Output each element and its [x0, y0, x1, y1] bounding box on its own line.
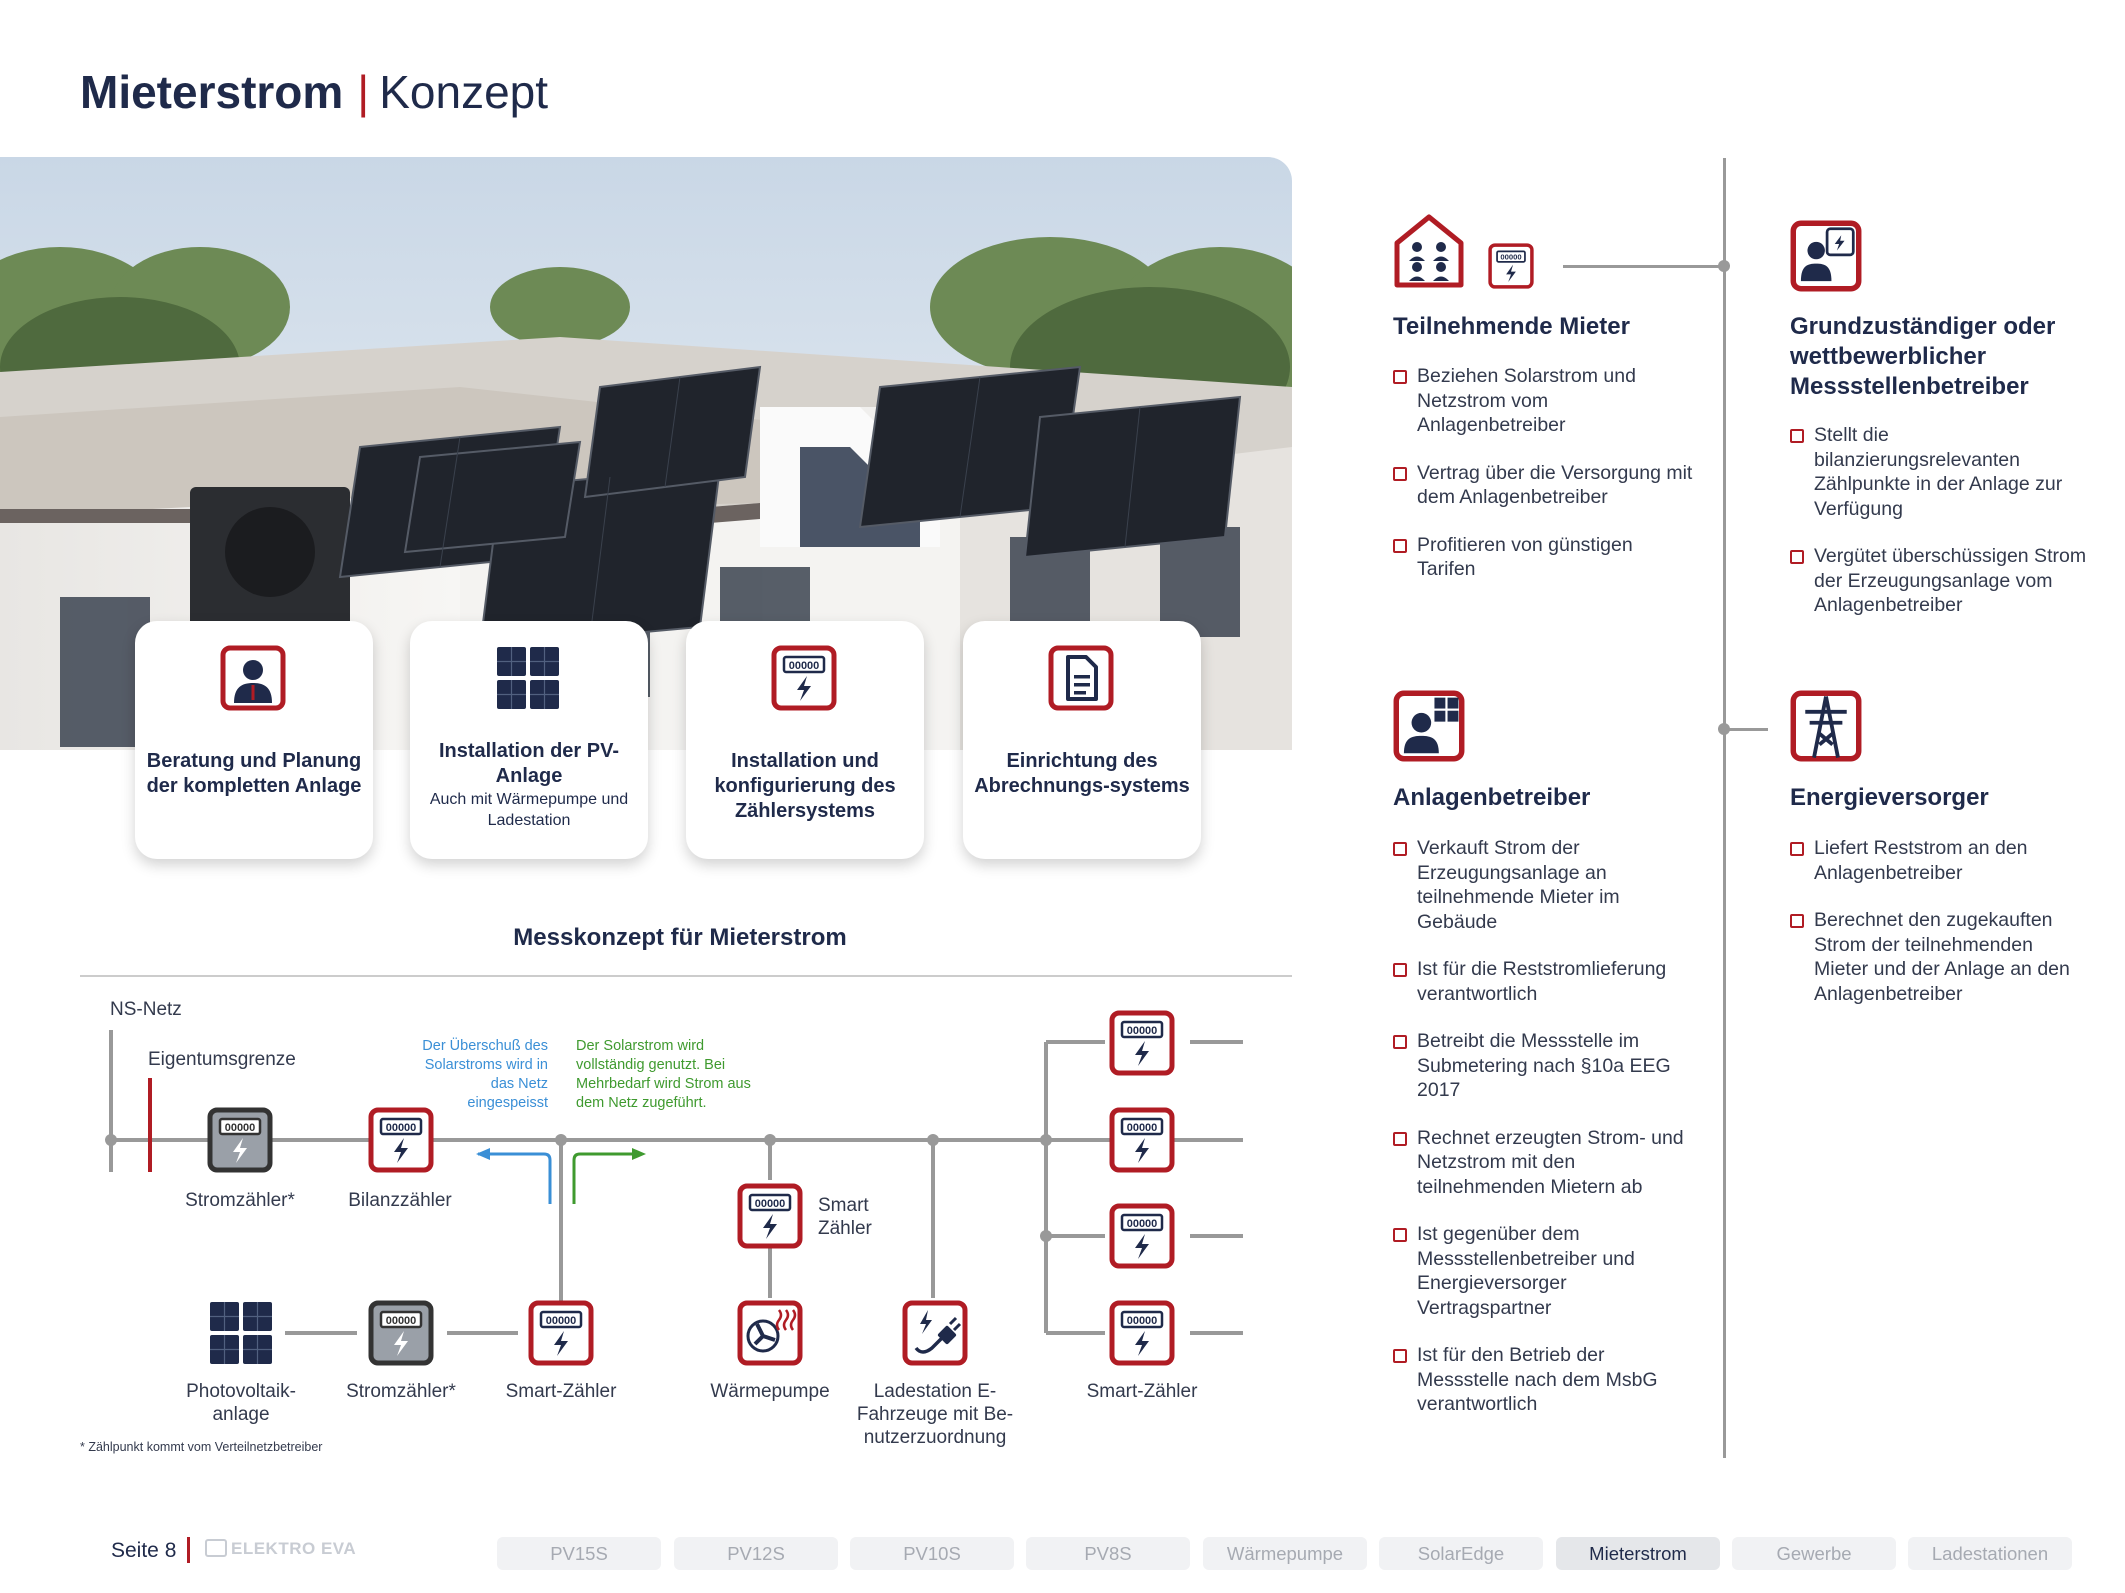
tenant-meter-icon[interactable]: [1109, 1203, 1175, 1269]
card-label: Einrichtung des Abrechnungs-systems: [974, 750, 1190, 797]
logo-icon: [205, 1539, 227, 1557]
smart-meter-icon: [737, 1183, 803, 1249]
role-list-mieter: [1393, 364, 1693, 605]
role-list-messstellenbetreiber: [1790, 423, 2090, 641]
balance-meter-icon: [368, 1107, 434, 1173]
tab-pv10s[interactable]: PV10S: [850, 1537, 1014, 1570]
photovoltaic-label: Photovoltaik-anlage: [186, 1381, 296, 1425]
list-item: Rechnet erzeugten Strom- und Netzstrom mit den teilnehmenden Mietern ab: [1393, 1126, 1693, 1200]
pv-smart-meter-icon: [528, 1300, 594, 1366]
connector-line: [1563, 265, 1726, 268]
power-tower-icon: [1790, 690, 1862, 762]
tenant-meter-icon[interactable]: [1109, 1300, 1175, 1366]
tab-gewerbe[interactable]: Gewerbe: [1732, 1537, 1896, 1570]
role-title-mieter: Teilnehmende Mieter: [1393, 313, 1630, 340]
list-item: Ist für die Reststromlieferung verantwortlich: [1393, 957, 1693, 1006]
card-label: Installation der PV-Anlage: [438, 740, 620, 787]
grid-meter-label: Stromzähler*: [185, 1190, 295, 1211]
self-consumption-note: Der Solarstrom wird vollständig genutzt. Bei Mehrbedarf wird Strom aus dem Netz zugeführt.: [576, 1038, 751, 1111]
ns-netz-label: NS-Netz: [110, 999, 182, 1020]
list-item: Betreibt die Messstelle im Submetering nach §10a EEG 2017: [1393, 1029, 1693, 1103]
role-title-anlagenbetreiber: Anlagenbetreiber: [1393, 784, 1591, 811]
feed-in-note: Der Überschuß des Solarstroms wird in das Netz eingespeisst: [422, 1038, 548, 1111]
role-title-energieversorger: Energieversorger: [1790, 784, 1989, 811]
tenants-house-icon: [1393, 213, 1465, 289]
list-item: Ist für den Betrieb der Messstelle nach dem MsbG verantwortlich: [1393, 1343, 1693, 1417]
smart-meter-label: Smart Zähler: [818, 1195, 872, 1239]
meter-icon: [1488, 243, 1534, 289]
tab-ladestationen[interactable]: Ladestationen: [1908, 1537, 2072, 1570]
footnote: * Zählpunkt kommt vom Verteilnetzbetreiber: [80, 1440, 323, 1454]
list-item: Ist gegenüber dem Messstellenbetreiber und Energieversorger Vertragspartner: [1393, 1222, 1693, 1320]
ownership-boundary-label: Eigentumsgrenze: [148, 1049, 296, 1070]
charging-station-label: Ladestation E-Fahrzeuge mit Be-nutzerzuordnung: [856, 1381, 1014, 1448]
tenant-meter-label: Smart-Zähler: [1086, 1381, 1198, 1402]
tab-waermepumpe[interactable]: Wärmepumpe: [1203, 1537, 1367, 1570]
pv-smart-meter-label: Smart-Zähler: [505, 1381, 617, 1402]
connector-node: [1718, 723, 1730, 735]
connector-node: [1718, 260, 1730, 272]
card-label: Installation und konfigurierung des Zählersystems: [714, 750, 896, 822]
tab-mieterstrom[interactable]: Mieterstrom: [1556, 1537, 1720, 1570]
photovoltaic-icon: [208, 1300, 274, 1366]
logo: ELEKTRO EVA: [205, 1539, 356, 1559]
plant-operator-icon: [1393, 690, 1465, 762]
role-title-messstellenbetreiber: Grundzuständiger oder wettbewerblicher Messstellenbetreiber: [1790, 313, 2056, 400]
heat-pump-icon: [737, 1300, 803, 1366]
footer-divider: [187, 1537, 190, 1563]
tenant-meter-icon[interactable]: [1109, 1010, 1175, 1076]
list-item: Berechnet den zugekauften Strom der teilnehmenden Mieter und der Anlage an den Anlagenbetreiber: [1790, 908, 2090, 1006]
heat-pump-label: Wärmepumpe: [710, 1381, 830, 1402]
list-item: Liefert Reststrom an den Anlagenbetreiber: [1790, 836, 2090, 885]
list-item: Vertrag über die Versorgung mit dem Anlagenbetreiber: [1393, 461, 1693, 510]
tab-pv12s[interactable]: PV12S: [674, 1537, 838, 1570]
card-sublabel: Auch mit Wärmepumpe und Ladestation: [429, 791, 629, 829]
page-title: Mieterstrom | Konzept: [80, 66, 549, 118]
list-item: Beziehen Solarstrom und Netzstrom vom Anlagenbetreiber: [1393, 364, 1693, 438]
list-item: Stellt die bilanzierungsrelevanten Zählpunkte in der Anlage zur Verfügung: [1790, 423, 2090, 521]
page-number: Seite 8: [111, 1539, 177, 1562]
role-list-energieversorger: [1790, 836, 2090, 1029]
balance-meter-label: Bilanzzähler: [348, 1190, 452, 1211]
diagram-heading: Messkonzept für Mieterstrom: [513, 924, 847, 951]
pv-meter-label: Stromzähler*: [346, 1381, 456, 1402]
meter-operator-icon: [1790, 220, 1862, 292]
list-item: Vergütet überschüssigen Strom der Erzeugungsanlage vom Anlagenbetreiber: [1790, 544, 2090, 618]
tab-solaredge[interactable]: SolarEdge: [1379, 1537, 1543, 1570]
role-list-anlagenbetreiber: [1393, 836, 1693, 1440]
connector-vertical: [1723, 158, 1726, 1458]
tenant-meter-icon[interactable]: [1109, 1107, 1175, 1173]
pv-meter-icon: [368, 1300, 434, 1366]
card-label: Beratung und Planung der kompletten Anlage: [146, 750, 362, 797]
tab-pv8s[interactable]: PV8S: [1026, 1537, 1190, 1570]
charging-station-icon: [902, 1300, 968, 1366]
list-item: Profitieren von günstigen Tarifen: [1393, 533, 1693, 582]
grid-meter-icon: [207, 1107, 273, 1173]
tab-pv15s[interactable]: PV15S: [497, 1537, 661, 1570]
list-item: Verkauft Strom der Erzeugungsanlage an teilnehmende Mieter im Gebäude: [1393, 836, 1693, 934]
